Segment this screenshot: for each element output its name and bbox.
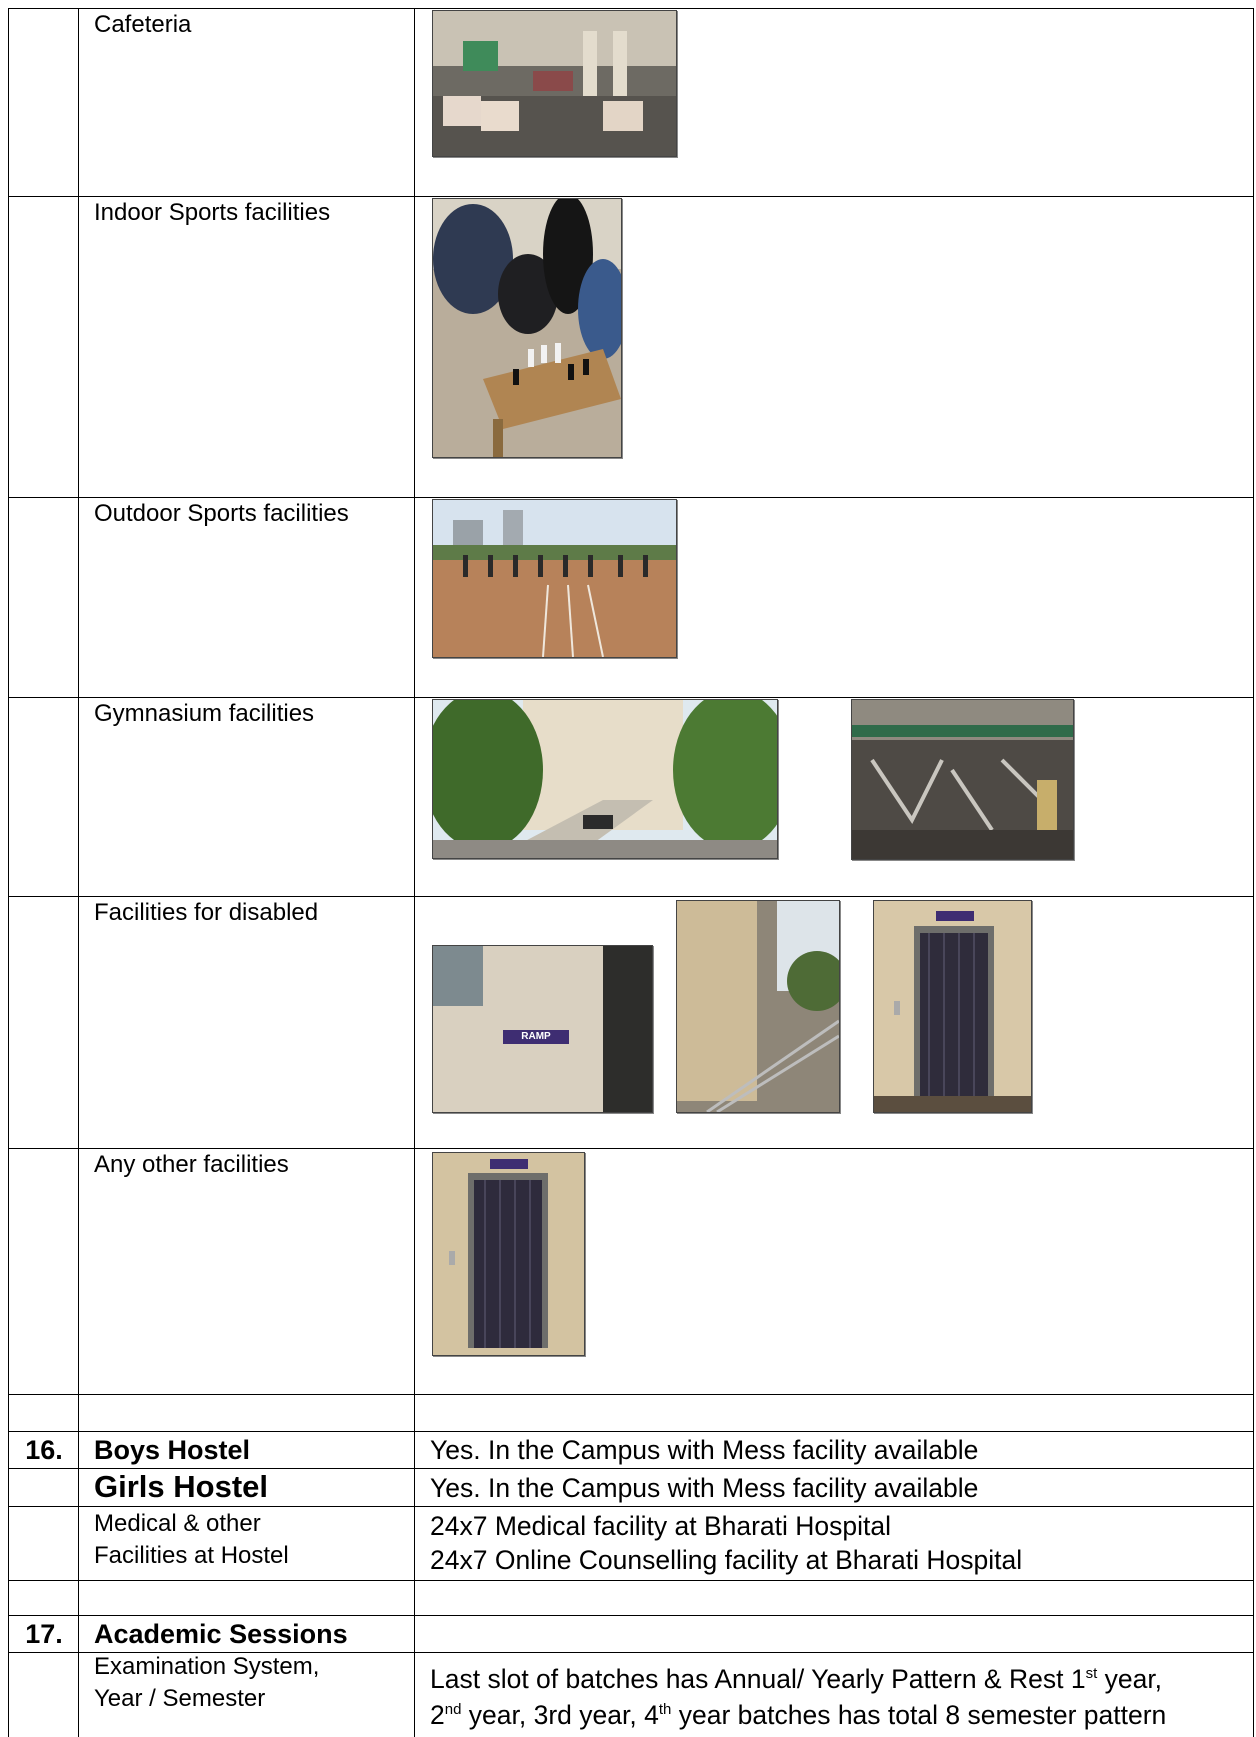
academic-sessions-title: Academic Sessions	[94, 1619, 348, 1649]
row-divider	[8, 196, 1254, 197]
row-divider	[8, 1580, 1254, 1581]
outdoor-sports-photo	[432, 499, 677, 658]
counselling-facility-value: 24x7 Online Counselling facility at Bharati Hospital	[430, 1545, 1023, 1575]
medical-facility-value: 24x7 Medical facility at Bharati Hospital	[430, 1511, 892, 1541]
row-divider	[8, 8, 1254, 9]
row-divider	[8, 697, 1254, 698]
row-divider	[8, 1506, 1254, 1507]
row-divider	[8, 497, 1254, 498]
row-divider	[8, 1148, 1254, 1149]
table-border-right	[1253, 8, 1254, 1737]
column-divider-2	[414, 8, 415, 1737]
other-facility-lift-photo	[432, 1152, 585, 1356]
indoor-sports-label: Indoor Sports facilities	[94, 199, 331, 226]
table-border-left	[8, 8, 9, 1737]
lift-photo	[873, 900, 1032, 1113]
cafeteria-label: Cafeteria	[94, 11, 192, 38]
row-divider	[8, 1431, 1254, 1432]
gymnasium-building-photo	[432, 699, 778, 859]
row-divider	[8, 896, 1254, 897]
exam-system-value-line1: Last slot of batches has Annual/ Yearly Pattern & Rest 1st year,	[430, 1663, 1163, 1694]
column-divider-1	[78, 8, 79, 1737]
girls-hostel-label: Girls Hostel	[94, 1469, 268, 1504]
section-number: 17.	[25, 1619, 63, 1649]
exam-system-label-line2: Year / Semester	[94, 1685, 266, 1712]
cafeteria-photo	[432, 10, 677, 157]
disabled-facilities-label: Facilities for disabled	[94, 899, 319, 926]
row-divider	[8, 1394, 1254, 1395]
railing-photo	[676, 900, 840, 1113]
row-divider	[8, 1615, 1254, 1616]
other-facilities-label: Any other facilities	[94, 1151, 289, 1178]
exam-system-value-line2: 2nd year, 3rd year, 4th year batches has total 8 semester pattern	[430, 1699, 1167, 1730]
indoor-sports-photo	[432, 198, 622, 458]
boys-hostel-value: Yes. In the Campus with Mess facility available	[430, 1435, 979, 1465]
medical-facilities-label-line2: Facilities at Hostel	[94, 1542, 289, 1569]
ramp-photo	[432, 945, 653, 1113]
girls-hostel-value: Yes. In the Campus with Mess facility available	[430, 1473, 979, 1503]
boys-hostel-label: Boys Hostel	[94, 1435, 251, 1465]
outdoor-sports-label: Outdoor Sports facilities	[94, 500, 349, 527]
section-number: 16.	[25, 1435, 63, 1465]
gymnasium-interior-photo	[851, 699, 1074, 860]
ramp-sign: RAMP	[521, 1031, 551, 1042]
gymnasium-label: Gymnasium facilities	[94, 700, 315, 727]
medical-facilities-label-line1: Medical & other	[94, 1510, 261, 1537]
exam-system-label-line1: Examination System,	[94, 1653, 320, 1680]
